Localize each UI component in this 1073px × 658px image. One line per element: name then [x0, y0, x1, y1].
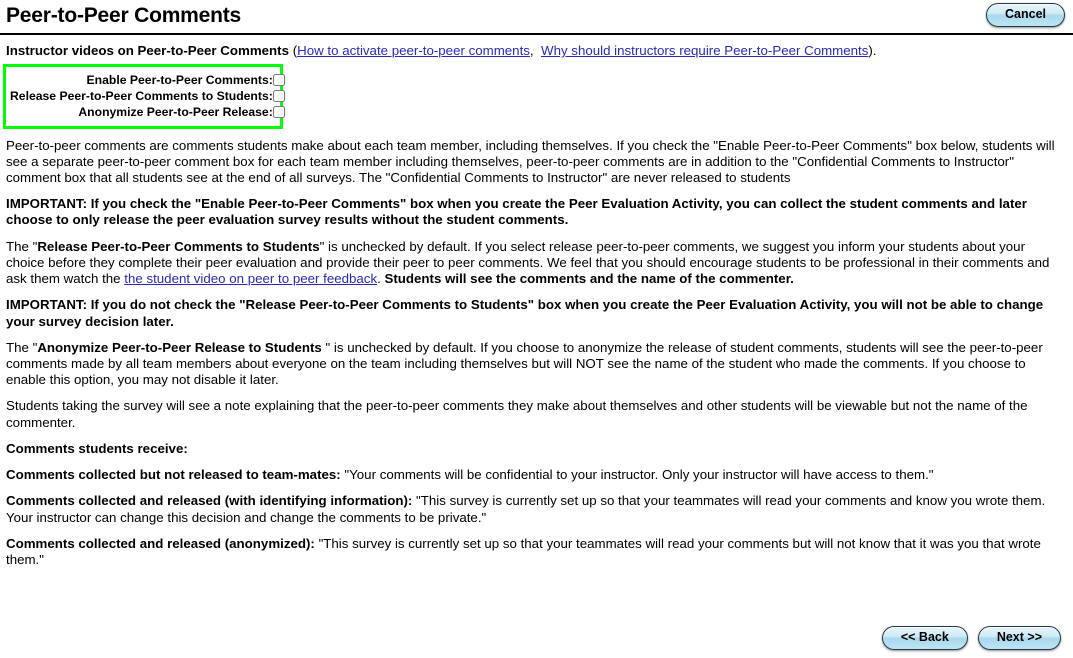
- option-label-anonymize: Anonymize Peer-to-Peer Release:: [78, 104, 273, 119]
- option-row-release: [10, 88, 285, 104]
- paragraph-anonymize-explained: [6, 340, 1067, 389]
- back-button[interactable]: << Back: [882, 626, 968, 650]
- not-released-label: Comments collected but not released to team-mates:: [6, 467, 341, 483]
- open-paren: (: [289, 43, 298, 58]
- paragraph-released-identified: [6, 493, 1067, 525]
- option-cell-enable: [273, 72, 285, 88]
- paragraph-student-note: Students taking the survey will see a note explaining that the peer-to-peer comments they make about themselves and other students will be viewable but not the name of the commenter.: [6, 398, 1028, 430]
- option-row-enable: [10, 72, 285, 88]
- option-row-anonymize: [10, 104, 285, 120]
- option-cell-release: [273, 88, 285, 104]
- checkbox-release-to-students[interactable]: [273, 90, 285, 102]
- not-released-text: "Your comments will be confidential to your instructor. Only your instructor will have access to them.": [340, 467, 934, 483]
- release-text-c: .: [377, 271, 385, 287]
- anonymize-text-b: " is unchecked by default. If you choose to anonymize the release of student comments, students will see the peer-to-peer comments made by all team members about everyone on the team including themselves but will NOT see the name of the student who made the comments. If you choose to enable this option, you may not disable it later.: [6, 339, 1043, 388]
- instructor-videos-line: [0, 34, 1073, 60]
- link-separator: ,: [529, 43, 542, 58]
- close-paren: ).: [868, 43, 877, 58]
- option-label-release: Release Peer-to-Peer Comments to Students:: [10, 88, 273, 103]
- instructor-videos-label: Instructor videos on Peer-to-Peer Comments: [6, 43, 289, 58]
- page-header: [0, 0, 1073, 34]
- paragraph-important-release: IMPORTANT: If you do not check the "Release Peer-to-Peer Comments to Students" box when you create the Peer Evaluation Activity, you will not be able to change your survey decision later.: [6, 297, 1044, 329]
- cancel-button-wrap: [986, 3, 1065, 27]
- link-why-require[interactable]: Why should instructors require Peer-to-Peer Comments: [541, 43, 869, 58]
- option-label-enable: Enable Peer-to-Peer Comments:: [86, 72, 273, 87]
- released-identified-text: "This survey is currently set up so that your teammates will read your comments and know you wrote them. Your instructor can change this decision and change the comments to be private.": [6, 493, 1046, 525]
- anonymize-text-a: The ": [6, 339, 38, 355]
- paragraph-important-enable: IMPORTANT: If you check the "Enable Peer-to-Peer Comments" box when you create the Peer Evaluation Activity, you can collect the student comments and later choose to only release the peer evaluation survey results without the student comments.: [6, 196, 1027, 228]
- link-how-to-activate[interactable]: How to activate peer-to-peer comments: [297, 43, 530, 58]
- next-button[interactable]: Next >>: [978, 626, 1061, 650]
- anonymize-term: Anonymize Peer-to-Peer Release to Students: [37, 339, 322, 355]
- heading-comments-students-receive: Comments students receive:: [6, 440, 188, 456]
- body-content: [0, 138, 1073, 569]
- peer-options-table: [10, 72, 285, 120]
- page-title: Peer-to-Peer Comments: [6, 4, 242, 27]
- release-term: Release Peer-to-Peer Comments to Students: [37, 238, 320, 254]
- released-anonymized-text: "This survey is currently set up so that your teammates will read your comments but will not know that it was you that wrote them.": [6, 535, 1041, 567]
- option-cell-anonymize: [273, 104, 285, 120]
- checkbox-anonymize-release[interactable]: [273, 106, 285, 118]
- released-anonymized-label: Comments collected and released (anonymized):: [6, 535, 315, 551]
- paragraph-release-explained: [6, 239, 1067, 288]
- release-emphasis: Students will see the comments and the name of the commenter.: [384, 271, 794, 287]
- paragraph-not-released: [6, 467, 1067, 483]
- footer-navigation: [882, 626, 1061, 650]
- release-text-b: " is unchecked by default. If you select release peer-to-peer comments, we suggest you inform your students about your choice before they complete their peer evaluation and provide their peer to peer comments. We feel that you should encourage students to be professional in their comments and ask them watch the: [6, 238, 1050, 287]
- released-identified-label: Comments collected and released (with identifying information):: [6, 493, 413, 509]
- header-divider: [0, 33, 1073, 35]
- link-student-video[interactable]: the student video on peer to peer feedback: [124, 271, 378, 287]
- paragraph-overview: Peer-to-peer comments are comments students make about each team member, including themselves. If you check the "Enable Peer-to-Peer Comments" box below, students will see a separate peer-to-peer comment box for each team member including themselves, peer-to-peer comments are in addition to the "Confidential Comments to Instructor" comment box that all students see at the end of all surveys. The "Confidential Comments to Instructor" are never released to students: [6, 137, 1055, 186]
- release-text-a: The ": [6, 238, 38, 254]
- paragraph-released-anonymized: [6, 536, 1067, 568]
- peer-options-box: [3, 64, 283, 129]
- cancel-button[interactable]: Cancel: [986, 3, 1065, 27]
- checkbox-enable-peer-comments[interactable]: [273, 74, 285, 86]
